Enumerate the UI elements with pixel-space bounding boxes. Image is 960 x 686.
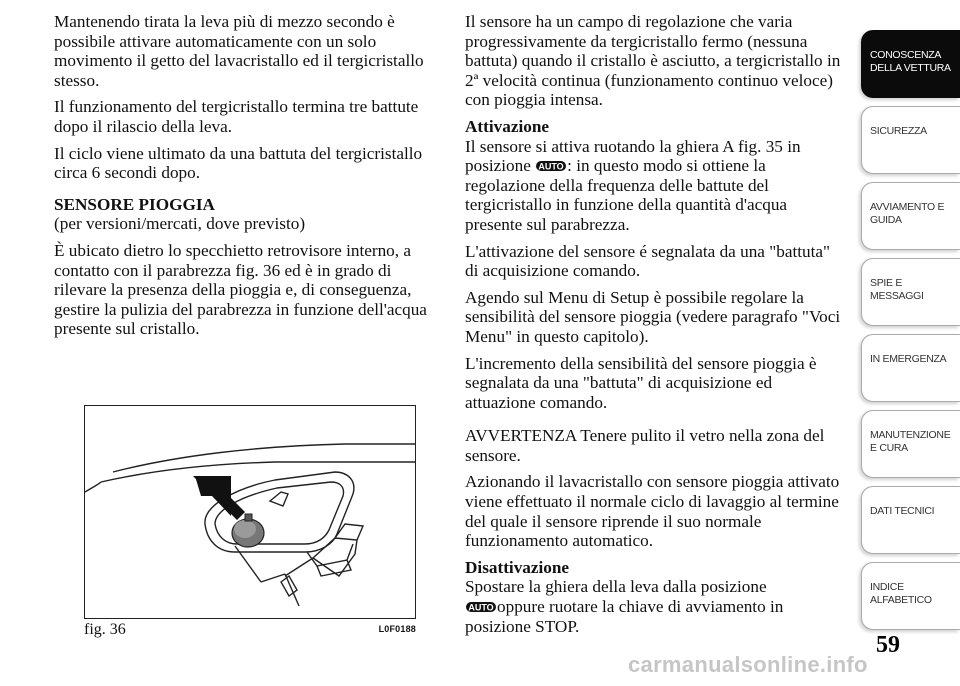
tab-label: SPIE E MESSAGGI (870, 277, 924, 302)
paragraph-deactivation (465, 577, 843, 636)
tab-label: CONOSCENZA DELLA VETTURA (870, 49, 951, 74)
tab-sicurezza[interactable] (861, 106, 960, 174)
section-heading-activation: Attivazione (465, 116, 550, 136)
tab-label: DATI TECNICI (870, 505, 935, 517)
tab-dati-tecnici[interactable] (861, 486, 960, 554)
paragraph-text: : in questo modo si ottiene la regolazione della frequenza delle battute del tergicristallo in funzione della quantità d'acqua presente sul parabrezza. (465, 156, 788, 234)
tab-label: SICUREZZA (870, 125, 927, 137)
paragraph-text: Spostare la ghiera della leva dalla posizione (465, 577, 767, 597)
warning-paragraph: AVVERTENZA Tenere pulito il vetro nella zona del sensore. (465, 426, 825, 465)
paragraph-text: oppure ruotare la chiave di avviamento in posizione STOP. (465, 597, 784, 636)
svg-text:AUTO: AUTO (468, 602, 494, 613)
figure-rain-sensor-illustration (84, 405, 416, 619)
section-subheading: (per versioni/mercati, dove previsto) (54, 214, 306, 234)
auto-wiper-icon (535, 157, 567, 172)
tab-label: AVVIAMENTO E GUIDA (870, 201, 945, 226)
paragraph: Il sensore ha un campo di regolazione che varia progressivamente da tergicristallo fermo (nessuna battuta) quando il cristallo è asciutto, a tergicristallo in 2ª velocità continua (funzionamento continuo veloce) con pioggia intensa. (465, 12, 841, 110)
paragraph: È ubicato dietro lo specchietto retrovisore interno, a contatto con il parabrezza fig. 36 ed è in grado di rilevare la presenza della pioggia e, di conseguenza, gestire la pulizia del parabrezza in funzione dell'acqua presente sul cristallo. (54, 240, 427, 339)
tab-avviamento-e-guida[interactable] (861, 182, 960, 250)
tab-label: MANUTENZIONE E CURA (870, 429, 951, 454)
right-column (465, 12, 843, 643)
tab-indice-alfabetico[interactable] (861, 562, 960, 630)
paragraph: L'incremento della sensibilità del sensore pioggia è segnalata da una "battuta" di acquisizione ed attuazione comando. (465, 353, 817, 412)
tab-manutenzione-e-cura[interactable] (861, 410, 960, 478)
paragraph: Il funzionamento del tergicristallo termina tre battute dopo il rilascio della leva. (54, 97, 419, 136)
paragraph: Mantenendo tirata la leva più di mezzo secondo è possibile attivare automaticamente con un solo movimento il getto del lavacristallo ed il tergicristallo stesso. (54, 12, 424, 90)
svg-text:AUTO: AUTO (538, 161, 564, 172)
figure-code: L0F0188 (378, 624, 416, 634)
tab-conoscenza-della-vettura[interactable] (861, 30, 960, 98)
rain-sensor-illustration (85, 406, 415, 618)
paragraph: L'attivazione del sensore é segnalata da una "battuta" di acquisizione comando. (465, 241, 831, 281)
page-number: 59 (876, 632, 900, 658)
figure-caption (84, 621, 416, 639)
paragraph-text: Il sensore si attiva ruotando la ghiera A fig. 35 in posizione (465, 136, 801, 176)
section-heading-deactivation: Disattivazione (465, 557, 570, 577)
tab-in-emergenza[interactable] (861, 334, 960, 402)
paragraph-activation (465, 137, 843, 235)
paragraph: Agendo sul Menu di Setup è possibile regolare la sensibilità del sensore pioggia (vedere paragrafo "Voci Menu" in questo capitolo). (465, 287, 841, 346)
tab-spie-e-messaggi[interactable] (861, 258, 960, 326)
chapter-tabs (861, 30, 960, 638)
figure-label: fig. 36 (84, 621, 126, 638)
paragraph: Azionando il lavacristallo con sensore pioggia attivato viene effettuato il normale ciclo di lavaggio al termine del quale il sensore riprende il suo normale funzionamento automatico. (465, 472, 840, 551)
tab-label: IN EMERGENZA (870, 353, 947, 365)
tab-label: INDICE ALFABETICO (870, 581, 932, 606)
section-heading-rain-sensor: SENSORE PIOGGIA (54, 194, 215, 214)
auto-wiper-icon (465, 598, 497, 613)
paragraph: Il ciclo viene ultimato da una battuta del tergicristallo circa 6 secondi dopo. (54, 143, 423, 183)
watermark: carmanualsonline.info (628, 652, 868, 677)
left-column (54, 12, 438, 346)
